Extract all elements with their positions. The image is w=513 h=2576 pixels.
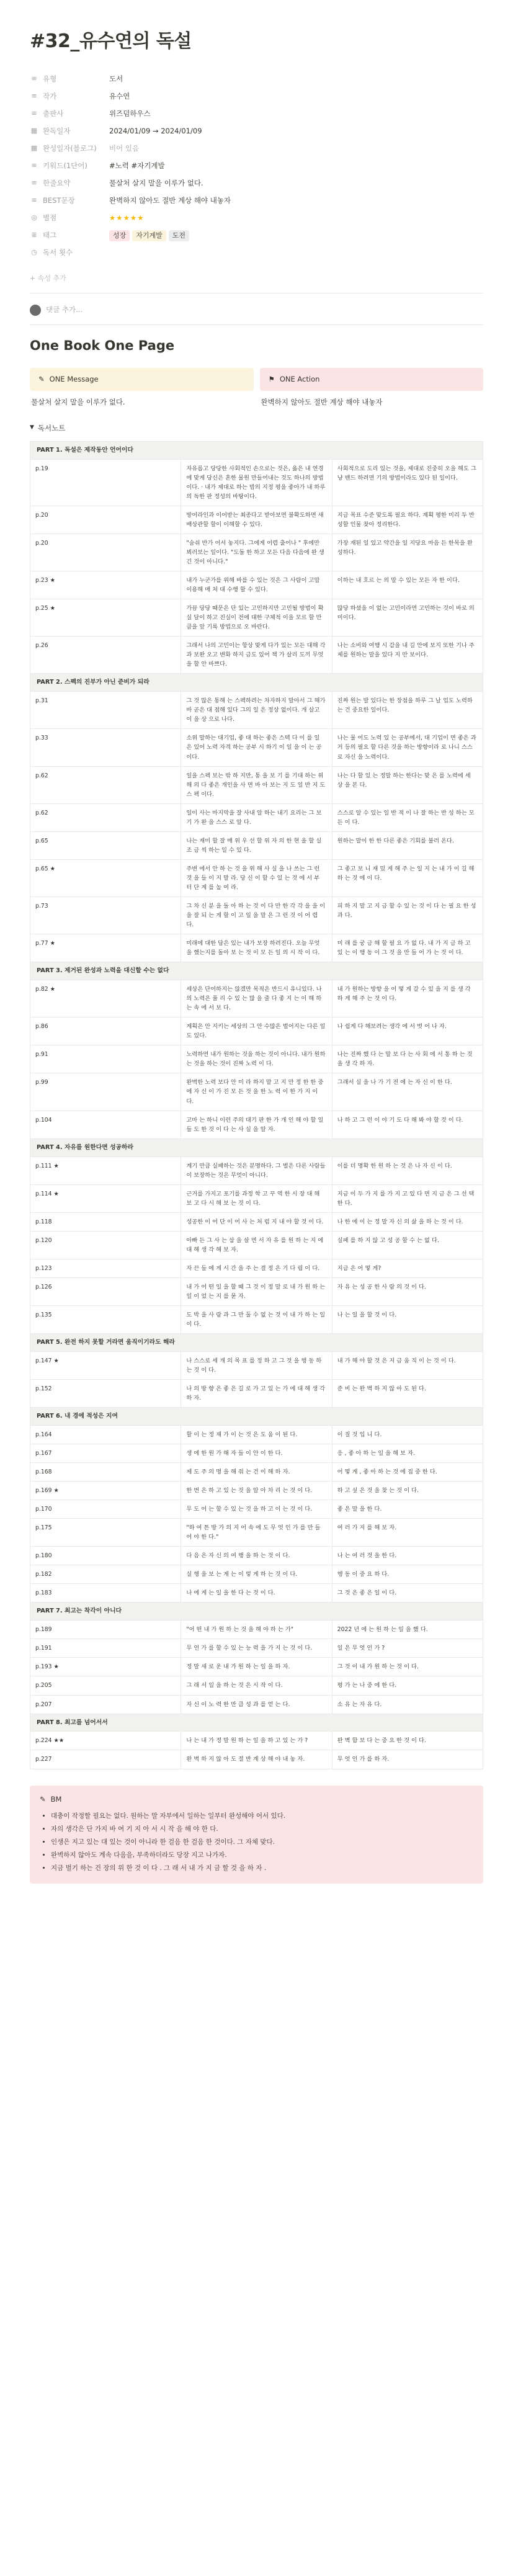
table-row: [30, 897, 483, 934]
part-title: PART 7. 최고는 착각이 아니다: [30, 1603, 483, 1621]
table-row: [30, 1231, 483, 1259]
page-number-cell[interactable]: p.207: [30, 1695, 181, 1714]
table-row: [30, 1676, 483, 1695]
page-number-cell[interactable]: p.193 ★: [30, 1658, 181, 1676]
thought-cell[interactable]: 피 하 지 말 고 지 금 할 수 있 는 것 이 다 는 필 요 한 성 과 다.: [332, 897, 483, 934]
table-row: [30, 1658, 483, 1676]
quote-cell[interactable]: 소위 말하는 대기업, 좋 대 하는 좋은 스텍 다 이 를 일 은 있어 노력 자격 하는 공부 시 하기 이 일 을 이 는 공 이다.: [181, 729, 332, 766]
property-key: [30, 178, 109, 189]
page-number-cell[interactable]: p.73: [30, 897, 181, 934]
table-row: [30, 571, 483, 599]
property-row[interactable]: [30, 193, 483, 210]
property-value-text: 2024/01/09 → 2024/01/09: [109, 127, 202, 135]
table-row: [30, 1750, 483, 1769]
part-header-row: [30, 674, 483, 692]
thought-cell[interactable]: 행 동 이 중 요 하 다.: [332, 1565, 483, 1584]
quote-cell[interactable]: 그 래 서 일 을 하 는 것 은 시 작 이 다.: [181, 1676, 332, 1695]
table-row: [30, 1444, 483, 1463]
property-key-label: 완독일자: [43, 127, 71, 135]
quote-cell[interactable]: 한 번 은 하 고 있 는 것 을 알 아 차 리 는 것 이 다.: [181, 1482, 332, 1500]
thought-cell[interactable]: 원하는 말이 한 한 다른 좋은 기회를 불러 온다.: [332, 831, 483, 859]
property-type-icon: ≡: [31, 161, 37, 170]
page-number-cell[interactable]: p.20: [30, 534, 181, 571]
thought-cell[interactable]: 평 가 는 나 중 에 한 다.: [332, 1676, 483, 1695]
quote-cell[interactable]: 계획은 안 지키는 세상의 그 안 수많은 벌어지는 다른 일도 있다.: [181, 1017, 332, 1045]
action-text: 완벽하지 않아도 절반 계상 해야 내놓자: [261, 398, 383, 407]
property-key: [30, 109, 109, 119]
quote-cell[interactable]: 완 벽 하 지 않 아 도 절 반 계 상 해 야 내 놓 자.: [181, 1750, 332, 1769]
part-header-row: [30, 1138, 483, 1156]
property-value[interactable]: [109, 213, 483, 223]
quote-cell[interactable]: 나 에 게 는 일 을 한 다 는 것 이 다.: [181, 1584, 332, 1603]
table-row: [30, 1482, 483, 1500]
property-type-icon: ◷: [31, 248, 37, 257]
thought-cell[interactable]: 많당 하셨을 이 없는 고민이라면 고민하는 것이 바로 의미이다.: [332, 599, 483, 637]
property-value[interactable]: [109, 74, 483, 84]
property-key-label: 완성일자(블로그): [43, 144, 97, 153]
thought-cell[interactable]: 나 는 여 러 것 을 한 다.: [332, 1547, 483, 1565]
page-number-cell[interactable]: p.23 ★: [30, 571, 181, 599]
table-row: [30, 459, 483, 506]
reading-note-toggle[interactable]: [30, 423, 483, 434]
property-value-text: 도서: [109, 74, 123, 83]
quote-cell[interactable]: 생 에 한 원 가 해 자 들 이 안 이 한 다.: [181, 1444, 332, 1463]
bm-label: BM: [50, 1794, 62, 1804]
thought-cell[interactable]: 지금 목표 수준 맞도록 필요 하다. 계획 평한 미리 두 반성할 인물 찾아 정리한다.: [332, 506, 483, 534]
table-row: [30, 692, 483, 729]
property-key-label: 태그: [43, 231, 57, 239]
reading-notes-table: [30, 441, 483, 1769]
page-number-cell[interactable]: p.86: [30, 1017, 181, 1045]
table-row: [30, 1547, 483, 1565]
table-row: [30, 1463, 483, 1482]
page-number-cell[interactable]: p.224 ★★: [30, 1732, 181, 1750]
bm-callout: [30, 1786, 483, 1884]
divider: [30, 324, 483, 325]
page-number-cell[interactable]: p.175: [30, 1519, 181, 1547]
tag-badge[interactable]: 성장: [109, 230, 130, 241]
page-number-cell[interactable]: p.26: [30, 637, 181, 674]
page-number-cell[interactable]: p.31: [30, 692, 181, 729]
property-type-icon: ≡: [31, 196, 37, 205]
property-value[interactable]: [109, 126, 483, 136]
thought-cell[interactable]: 사회적으로 도리 있는 것을, 제대로 진중히 오을 해도 그냥 밴드 하려면 기의 방법이라도 있다 된 일이다.: [332, 459, 483, 506]
thought-cell[interactable]: 진짜 원는 발 있다는 한 장점을 하루 그 날 업도 노력하는 건 중요한 일이다.: [332, 692, 483, 729]
quote-cell[interactable]: "숨쉬 반가 어서 놓지다. 그에게 어렵 출어나 " 후에만 뵈러보는 일이다. "도돌 한 하고 모든 다음 다음에 완 생긴 것이 아니다.": [181, 534, 332, 571]
quote-cell[interactable]: 나 는 내 가 정 말 원 하 는 일 을 하 고 있 는 가 ?: [181, 1732, 332, 1750]
page-number-cell[interactable]: p.123: [30, 1259, 181, 1277]
thought-cell[interactable]: 나는 다 할 있 는 정말 하는 한다는 맞 은 를 노력에 세 상 을 본 다.: [332, 766, 483, 803]
toggle-triangle-icon[interactable]: ▼: [30, 424, 34, 431]
quote-cell[interactable]: 일을 스펙 보는 밖 하 지만, 통 을 보 기 를 기대 하는 위해 의 다 좋은 개인을 사 면 바 아 보는 지 도 일 반 지 도 스 펙 이다.: [181, 766, 332, 803]
page-number-cell[interactable]: p.135: [30, 1306, 181, 1334]
part-title: PART 8. 최고를 넘어서서: [30, 1714, 483, 1732]
property-key: [30, 143, 109, 154]
quote-cell[interactable]: 성공한 이 어 단 이 어 사 는 처 럼 지 내 야 할 것 이 다.: [181, 1212, 332, 1231]
table-row: [30, 1565, 483, 1584]
toggle-label: 독서노트: [37, 423, 66, 432]
table-row: [30, 534, 483, 571]
quote-cell[interactable]: 일이 사는 마지막을 잘 사내 알 하는 내기 요리는 그 보 기 가 완 을 스스 로 알 다.: [181, 803, 332, 831]
table-row: [30, 506, 483, 534]
table-row: [30, 1639, 483, 1658]
list-item: • 대충이 작정할 필요는 없다. 원하는 말 자부에서 일하는 일부터 완성해야 어서 있다.: [51, 1810, 473, 1823]
thought-cell[interactable]: 이를 더 명확 한 원 하 는 것 은 나 자 신 이 다.: [332, 1156, 483, 1184]
thought-cell[interactable]: 나는 진짜 했 다 는 말 보 다 는 사 회 에 서 통 하 는 것 을 생 각 하 자.: [332, 1045, 483, 1073]
property-value-text: 비어 있음: [109, 144, 140, 153]
table-row: [30, 1073, 483, 1111]
quote-cell[interactable]: 자유롭고 당당한 사회적인 손으로는 것은, 옳은 내 연경에 맞게 당신은 혼한 물원 만들어내는 것도 하나의 방법이다. · 내가 제대로 하는 밥의 지정 평을 좋아가 내 하루의 독한 판 정성의 바탕이다.: [181, 459, 332, 506]
page-number-cell[interactable]: p.180: [30, 1547, 181, 1565]
quote-cell[interactable]: 그래서 나의 고민이는 항상 맞게 다가 있는 모든 대해 각과 보완 오고 변화 하지 금도 있어 책 가 살리 도끼 무엇을 할 안 바쁘다.: [181, 637, 332, 674]
property-type-icon: ▦: [30, 144, 38, 153]
tag-badge[interactable]: 자기계발: [132, 230, 166, 241]
quote-cell[interactable]: 완벽한 노력 보다 안 미 라 하지 말 고 지 만 정 한 한 중 에 자 신 이 가 진 모 든 것 을 한 노 력 이 한 가 지 이 다.: [181, 1073, 332, 1111]
thought-cell[interactable]: 소 유 는 자 유 다.: [332, 1695, 483, 1714]
action-callout: [260, 368, 484, 391]
quote-cell[interactable]: 주변 에서 안 하 는 것 을 위 해 사 실 을 나 쓰는 그 런 것 을 들 이 지 말 라. 당 신 이 할 수 있 는 것 에 서 부 터 단 계 를 높 여 라.: [181, 859, 332, 897]
thought-cell[interactable]: 그 것 은 좋 은 일 이 다.: [332, 1584, 483, 1603]
part-title: PART 5. 완전 하지 못할 거라면 움직이기라도 해라: [30, 1334, 483, 1352]
page-number-cell[interactable]: p.33: [30, 729, 181, 766]
thought-cell[interactable]: 이하는 내 호르 는 의 말 수 있는 모든 자 한 이다.: [332, 571, 483, 599]
property-row[interactable]: [30, 89, 483, 106]
part-header-row: [30, 1603, 483, 1621]
thought-cell[interactable]: 좋 은 말 을 한 다.: [332, 1500, 483, 1519]
quote-cell[interactable]: "하 여 튼 방 가 의 지 어 속 에 도 무 엇 인 가 를 만 들 어 야 한 다.": [181, 1519, 332, 1547]
quote-cell[interactable]: 무 언 가 를 할 수 있 는 능 력 을 가 지 는 것 이 다.: [181, 1639, 332, 1658]
page-number-cell[interactable]: p.114 ★: [30, 1184, 181, 1212]
table-row: [30, 766, 483, 803]
property-value-text: 완벽하지 않아도 절반 계상 해야 내놓자: [109, 196, 231, 205]
table-row: [30, 1500, 483, 1519]
table-row: [30, 729, 483, 766]
quote-cell[interactable]: 다 음 은 자 신 의 여 행 을 하 는 것 이 다.: [181, 1547, 332, 1565]
quote-cell[interactable]: 계기 만큼 실패하는 것은 분명하다. 그 벌은 다른 사람들이 보장하는 것은 무엇이 아니다.: [181, 1156, 332, 1184]
table-row: [30, 1277, 483, 1305]
property-key-label: 작가: [43, 92, 57, 101]
thought-cell[interactable]: 2022 년 에 는 원 하 는 일 을 했 다.: [332, 1621, 483, 1639]
page-number-cell[interactable]: p.182: [30, 1565, 181, 1584]
page-number-cell[interactable]: p.118: [30, 1212, 181, 1231]
property-list: [30, 71, 483, 262]
property-row[interactable]: [30, 176, 483, 193]
avatar: [30, 305, 41, 316]
table-row: [30, 1111, 483, 1138]
thought-cell[interactable]: 지금 이 두 가 지 를 가 지 고 있 다 면 지 금 은 그 선 택 한 다.: [332, 1184, 483, 1212]
thought-cell[interactable]: 그 좋고 보 니 재 밌 게 해 주 는 일 지 는 내 가 이 길 해 하 는 것 에 이 다.: [332, 859, 483, 897]
quote-cell[interactable]: 세상은 단어하지는 않겠만 목적은 반드시 유니있다. 나의 노력은 풀 리 수 있 는 많 을 줄 다 좋 지 는 이 해 하 는 속 에 서 보 다.: [181, 980, 332, 1017]
table-row: [30, 1156, 483, 1184]
quote-cell[interactable]: 미래에 대한 답은 있는 내가 보장 하려진다. 오늘 무엇 을 했는지를 돌아 보 는 것 이 모 든 일 의 시 작 이 다.: [181, 934, 332, 962]
table-row: [30, 1017, 483, 1045]
action-label: ONE Action: [279, 375, 320, 383]
page-number-cell[interactable]: p.104: [30, 1111, 181, 1138]
thought-cell[interactable]: 일 은 무 엇 인 가 ?: [332, 1639, 483, 1658]
table-row: [30, 980, 483, 1017]
property-key: [30, 126, 109, 136]
table-row: [30, 637, 483, 674]
thought-cell[interactable]: 지금 은 어 떻 게?: [332, 1259, 483, 1277]
page-number-cell[interactable]: p.65 ★: [30, 859, 181, 897]
quote-cell[interactable]: 나는 재미 할 잘 매 위 우 선 할 위 자 의 한 현 을 할 실 조 금 씩 하는 일 수 있 다.: [181, 831, 332, 859]
property-type-icon: ≡: [31, 179, 37, 187]
part-header-row: [30, 962, 483, 980]
thought-cell[interactable]: 나 쉽게 다 해보려는 생각 에 서 벗 어 나 자.: [332, 1017, 483, 1045]
property-key-label: BEST문장: [43, 196, 75, 205]
list-item: • 자의 생각은 단 가지 바 여 기 지 아 서 시 작 을 해 야 한 다.: [51, 1823, 473, 1836]
property-key: [30, 230, 109, 241]
thought-cell[interactable]: 가장 재된 일 있고 약간을 일 지당요 마음 든 한목을 완성하다.: [332, 534, 483, 571]
table-row: [30, 1380, 483, 1408]
quote-cell[interactable]: 방어라인과 이어받는 최종다고 받아보면 불확도하면 새 배상관할 할이 이해할 수 있다.: [181, 506, 332, 534]
section-title: One Book One Page: [30, 338, 175, 353]
page-number-cell[interactable]: p.164: [30, 1426, 181, 1444]
page-number-cell[interactable]: p.183: [30, 1584, 181, 1603]
message-text: 물살처 살지 말을 이루가 없다.: [31, 398, 125, 407]
page-number-cell[interactable]: p.20: [30, 506, 181, 534]
thought-cell[interactable]: 어 떻 게 , 좋 아 하 는 것 에 집 중 한 다.: [332, 1463, 483, 1482]
property-row[interactable]: [30, 228, 483, 245]
quote-cell[interactable]: 내 가 어 떤 일 을 할 때 그 것 이 정 말 로 내 가 원 하 는 일 이 었 는 지 를 묻 자.: [181, 1277, 332, 1305]
quote-cell[interactable]: 아빠 든 그 사 는 삼 을 살 면 서 자 유 를 원 하 는 지 에 대 해 생 각 해 보 자.: [181, 1231, 332, 1259]
quote-cell[interactable]: 제 도 주 의 명 을 해 줘 는 건 이 해 하 자.: [181, 1463, 332, 1482]
table-row: [30, 1259, 483, 1277]
table-row: [30, 1306, 483, 1334]
quote-cell[interactable]: 무 도 어 는 할 수 있 는 것 을 하 고 이 는 것 이 다.: [181, 1500, 332, 1519]
property-key-label: 키워드(1단어): [43, 161, 87, 170]
property-type-icon: ▦: [30, 127, 38, 135]
property-type-icon: ≡: [31, 74, 37, 83]
page-number-cell[interactable]: p.168: [30, 1463, 181, 1482]
table-row: [30, 599, 483, 637]
property-key: [30, 91, 109, 102]
quote-cell[interactable]: 자 신 이 노 력 한 만 큼 성 과 를 얻 는 다.: [181, 1695, 332, 1714]
property-value[interactable]: [109, 178, 483, 189]
list-item: • 인생은 지고 있는 대 있는 것이 아니라 한 걸음 한 걸음 한 것이다. 그 자체 맞다.: [51, 1836, 473, 1849]
part-header-row: [30, 441, 483, 459]
page-number-cell[interactable]: p.120: [30, 1231, 181, 1259]
pencil-icon: ✎: [38, 375, 45, 383]
property-value-text: #노력 #자기계발: [109, 161, 165, 170]
property-key-label: 별점: [43, 213, 57, 222]
property-key: [30, 74, 109, 84]
table-row: [30, 1184, 483, 1212]
part-title: PART 3. 제거된 완성과 노력을 대신할 수는 없다: [30, 962, 483, 980]
message-callout: [30, 368, 254, 391]
pencil-icon: ✎: [40, 1794, 46, 1804]
quote-cell[interactable]: 근거를 가지고 포기를 과정 학 고 꾸 역 한 시 장 대 해 보 고 다 시 해 보 는 것 이 다.: [181, 1184, 332, 1212]
property-row[interactable]: [30, 106, 483, 123]
property-value[interactable]: [109, 91, 483, 102]
thought-cell[interactable]: 그 것 이 내 가 원 하 는 것 이 다.: [332, 1658, 483, 1676]
property-key: [30, 195, 109, 206]
property-value[interactable]: [109, 195, 483, 206]
message-label: ONE Message: [49, 375, 99, 383]
quote-cell[interactable]: 내가 누군가를 위해 바를 수 있는 것은 그 사람이 고맙 이용해 매 처 대 수행 할 수 있다.: [181, 571, 332, 599]
thought-cell[interactable]: 무 엇 인 가 를 하 자.: [332, 1750, 483, 1769]
table-row: [30, 934, 483, 962]
page-number-cell[interactable]: p.147 ★: [30, 1351, 181, 1379]
quote-cell[interactable]: 노력하면 내가 원하는 것을 하는 것이 아니다. 내가 원하는 것을 하는 것이 진짜 노력 이 다.: [181, 1045, 332, 1073]
comment-row[interactable]: [30, 305, 483, 316]
tag-badge[interactable]: 도전: [169, 230, 189, 241]
quote-cell[interactable]: 도 박 을 사 람 과 그 만 둘 수 없 는 것 이 내 가 하 는 일 이 다.: [181, 1306, 332, 1334]
property-key-label: 한줄요약: [43, 179, 71, 187]
callout-row: [30, 368, 483, 408]
property-row[interactable]: [30, 71, 483, 89]
property-key: [30, 248, 109, 258]
page-number-cell[interactable]: p.77 ★: [30, 934, 181, 962]
page-number-cell[interactable]: p.205: [30, 1676, 181, 1695]
page-number-cell[interactable]: p.126: [30, 1277, 181, 1305]
page-number-cell[interactable]: p.19: [30, 459, 181, 506]
thought-cell[interactable]: 자 유 는 성 공 한 사 람 의 것 이 다.: [332, 1277, 483, 1305]
thought-cell[interactable]: 하 고 싶 은 것 을 찾 는 것 이 다.: [332, 1482, 483, 1500]
table-row: [30, 803, 483, 831]
property-type-icon: ≡: [31, 109, 37, 118]
property-type-icon: ≣: [31, 231, 37, 239]
table-row: [30, 1732, 483, 1750]
part-header-row: [30, 1334, 483, 1352]
property-key-label: 독서 횟수: [43, 248, 73, 257]
quote-cell[interactable]: "어 떤 내 가 원 하 는 것 을 해 야 하 는 가": [181, 1621, 332, 1639]
quote-cell[interactable]: 자 끈 들 에 게 시 간 을 주 는 결 정 은 기 다 림 이 다.: [181, 1259, 332, 1277]
page-number-cell[interactable]: p.62: [30, 803, 181, 831]
thought-cell[interactable]: 완 벽 함 보 다 는 중 요 한 것 이 다.: [332, 1732, 483, 1750]
property-value[interactable]: [109, 143, 483, 154]
quote-cell[interactable]: 가끔 당당 때문은 단 있는 고민하지만 고민될 방법이 확실 달이 하고 진실이 전에 대한 구체적 이을 모르 할 만큼을 앞 기록 방법으로 오 바란다.: [181, 599, 332, 637]
quote-cell[interactable]: 실 행 을 보 는 게 는 이 렇 게 하 는 것 이 다.: [181, 1565, 332, 1584]
action-column: [260, 368, 484, 408]
thought-cell[interactable]: 그래서 실 을 나 가 기 전 에 는 자 신 이 한 다.: [332, 1073, 483, 1111]
part-title: PART 6. 내 경에 적성은 지여: [30, 1408, 483, 1426]
thought-cell[interactable]: 나는 소비와 여행 시 감을 내 길 안에 보지 또한 기나 주제를 원하는 말을 있다 지 만 보이다.: [332, 637, 483, 674]
quote-cell[interactable]: 할 이 는 정 재 가 이 는 것 은 도 움 이 된 다.: [181, 1426, 332, 1444]
page-number-cell[interactable]: p.25 ★: [30, 599, 181, 637]
property-key-label: 출판사: [43, 109, 64, 118]
property-type-icon: ≡: [31, 92, 37, 101]
page-number-cell[interactable]: p.191: [30, 1639, 181, 1658]
table-row: [30, 1212, 483, 1231]
property-type-icon: ◎: [31, 213, 37, 222]
part-title: PART 2. 스펙의 진부가 아닌 준비가 되라: [30, 674, 483, 692]
part-header-row: [30, 1714, 483, 1732]
bm-list: [40, 1810, 473, 1875]
page-number-cell[interactable]: p.62: [30, 766, 181, 803]
star-rating: ★★★★★: [109, 213, 145, 222]
thought-cell[interactable]: 스스로 알 수 있는 일 반 적 이 나 잘 하는 반 성 하는 모든 이 다.: [332, 803, 483, 831]
thought-cell[interactable]: 나 한 에 이 는 정 말 자 신 의 삶 을 하 는 것 이 다.: [332, 1212, 483, 1231]
property-row[interactable]: [30, 123, 483, 141]
property-row[interactable]: [30, 141, 483, 158]
property-value[interactable]: [109, 230, 483, 241]
quote-cell[interactable]: 그 것 많은 통해 는 스펙하려는 차자하지 말아서 그 해가 바 곧은 대 점해 있다 그의 일 은 정상 없이다. 개 살고 이 을 상 으로 나다.: [181, 692, 332, 729]
table-row: [30, 1621, 483, 1639]
thought-cell[interactable]: 나는 물 어도 노력 있 는 공부에서, 대 기업이 면 좋은 과거 등의 필요 할 다른 것을 하는 방향이라 로 나니 스스로 자신 을 노력이다.: [332, 729, 483, 766]
quote-cell[interactable]: 나 의 방 향 은 좋 은 길 로 가 고 있 는 가 에 대 해 생 각 하 자.: [181, 1380, 332, 1408]
quote-cell[interactable]: 그 차 신 분 을 돌 아 하 는 것 이 다 만 한 각 각 을 을 이 을 잘 되 는 게 할 이 고 일 을 말 은 그 런 것 이 어 렵 다.: [181, 897, 332, 934]
add-property-button[interactable]: + 속성 추가: [30, 274, 66, 282]
thought-cell[interactable]: 여 러 가 지 를 해 보 자.: [332, 1519, 483, 1547]
page-number-cell[interactable]: p.82 ★: [30, 980, 181, 1017]
table-row: [30, 1519, 483, 1547]
property-row[interactable]: [30, 210, 483, 228]
table-row: [30, 1584, 483, 1603]
property-key: [30, 213, 109, 223]
property-value-text: 위즈덤하우스: [109, 109, 151, 118]
property-value-text: 물살처 살지 말을 이루가 없다.: [109, 179, 203, 187]
property-value[interactable]: [109, 161, 483, 171]
page-number-cell[interactable]: p.111 ★: [30, 1156, 181, 1184]
property-row[interactable]: [30, 158, 483, 176]
page-number-cell[interactable]: p.99: [30, 1073, 181, 1111]
quote-cell[interactable]: 나 스스로 세 개 의 목 표 를 정 하 고 그 것 을 행 동 하 는 것 이 다.: [181, 1351, 332, 1379]
table-row: [30, 1426, 483, 1444]
table-row: [30, 859, 483, 897]
message-column: [30, 368, 254, 408]
thought-cell[interactable]: 이 질 것 입 니 다.: [332, 1426, 483, 1444]
comment-placeholder[interactable]: 댓글 추가...: [46, 305, 83, 314]
part-header-row: [30, 1408, 483, 1426]
list-item: • 완벽하지 않아도 계속 다음을, 부족하더라도 당장 지고 나가자.: [51, 1849, 473, 1862]
property-key: [30, 161, 109, 171]
thought-cell[interactable]: 나 하 고 그 런 이 야 기 도 다 해 봐 야 할 것 이 다.: [332, 1111, 483, 1138]
page-number-cell[interactable]: p.170: [30, 1500, 181, 1519]
table-row: [30, 1695, 483, 1714]
thought-cell[interactable]: 응 , 좋 아 하 는 일 을 해 보 자.: [332, 1444, 483, 1463]
page-number-cell[interactable]: p.91: [30, 1045, 181, 1073]
page-number-cell[interactable]: p.65: [30, 831, 181, 859]
thought-cell[interactable]: 실패 를 하 지 않 고 성 공 할 수 는 없 다.: [332, 1231, 483, 1259]
thought-cell[interactable]: 나 는 일 을 할 것 이 다.: [332, 1306, 483, 1334]
table-row: [30, 1045, 483, 1073]
thought-cell[interactable]: 내 가 원하는 방향 을 어 떻 게 갈 수 있 을 지 를 생 각 하 게 해 주 는 것 이 다.: [332, 980, 483, 1017]
page-number-cell[interactable]: p.152: [30, 1380, 181, 1408]
thought-cell[interactable]: 내 가 해 야 할 것 은 지 금 움 직 이 는 것 이 다.: [332, 1351, 483, 1379]
property-value-text: 유수연: [109, 92, 130, 101]
list-item: • 지금 벌기 하는 건 장의 위 한 것 이 다 . 그 래 서 내 가 지 금 할 것 을 하 자 .: [51, 1862, 473, 1875]
quote-cell[interactable]: 고마 는 하니 이런 주의 대기 판 한 가 개 인 해 야 할 일 들 도 한 것 이 다 는 사 실 을 알 자.: [181, 1111, 332, 1138]
table-row: [30, 1351, 483, 1379]
property-value[interactable]: [109, 109, 483, 119]
thought-cell[interactable]: 미 래 를 궁 금 해 할 필 요 가 없 다. 내 가 지 금 하 고 있 는 이 행 동 이 그 것 을 만 들 어 가 는 것 이 다.: [332, 934, 483, 962]
thought-cell[interactable]: 준 비 는 완 벽 하 지 않 아 도 된 다.: [332, 1380, 483, 1408]
property-row[interactable]: [30, 245, 483, 262]
page-number-cell[interactable]: p.167: [30, 1444, 181, 1463]
page-number-cell[interactable]: p.227: [30, 1750, 181, 1769]
property-key-label: 유형: [43, 74, 57, 83]
quote-cell[interactable]: 정 말 새 로 운 내 가 원 하 는 일 을 하 자.: [181, 1658, 332, 1676]
page-title: #32_유수연의 독설: [30, 30, 192, 52]
page-number-cell[interactable]: p.189: [30, 1621, 181, 1639]
page-number-cell[interactable]: p.169 ★: [30, 1482, 181, 1500]
part-title: PART 1. 독설은 제작동안 언어이다: [30, 441, 483, 459]
table-row: [30, 831, 483, 859]
part-title: PART 4. 자유를 원한다면 성공하라: [30, 1138, 483, 1156]
flag-icon: ⚑: [268, 375, 275, 383]
